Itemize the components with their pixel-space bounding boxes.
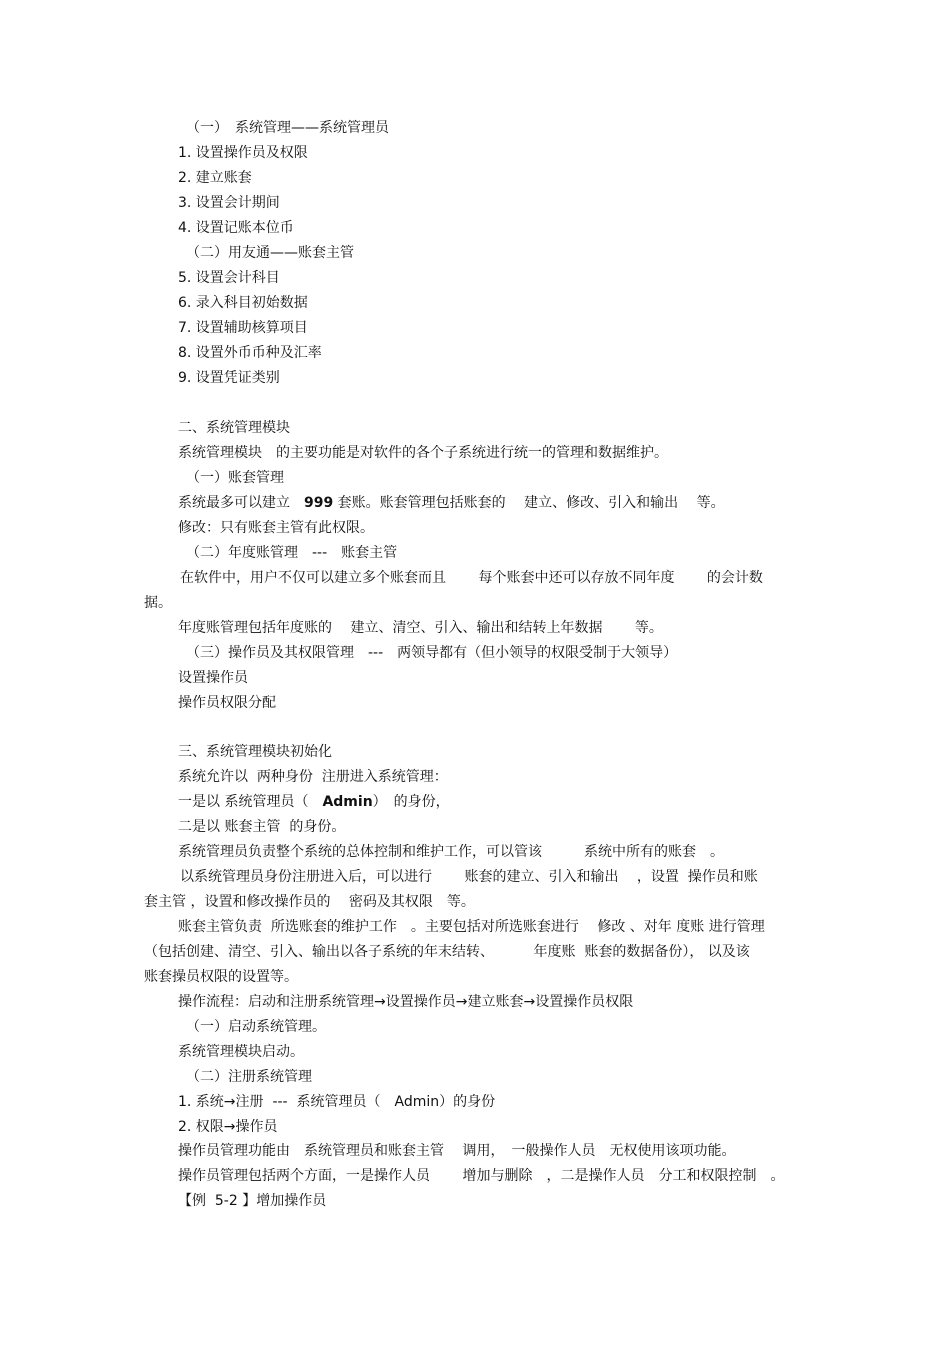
paragraph: 二是以 账套主管 的身份。 — [178, 819, 346, 835]
bold-admin: Admin — [322, 794, 373, 810]
paragraph: 在软件中，用户不仅可以建立多个账套而且 每个账套中还可以存放不同年度 的会计数 — [180, 570, 763, 586]
list-item: 8. 设置外币币种及汇率 — [178, 345, 322, 361]
text-span: ） 的身份， — [372, 794, 450, 810]
list-item: 6. 录入科目初始数据 — [178, 295, 308, 311]
paragraph: 设置操作员 — [178, 670, 248, 686]
list-item: 2. 权限→操作员 — [178, 1119, 278, 1135]
section1-subheading: （二）用友通——账套主管 — [186, 245, 354, 261]
paragraph: 操作员管理功能由 系统管理员和账套主管 调用， 一般操作人员 无权使用该项功能。 — [178, 1143, 736, 1159]
subheading: （二）注册系统管理 — [186, 1069, 312, 1085]
list-item: 7. 设置辅助核算项目 — [178, 320, 308, 336]
text-span: 系统最多可以建立 — [178, 495, 304, 511]
paragraph: 年度账管理包括年度账的 建立、清空、引入、输出和结转上年数据 等。 — [178, 620, 663, 636]
list-item: 4. 设置记账本位币 — [178, 220, 294, 236]
paragraph: 以系统管理员身份注册进入后，可以进行 账套的建立、引入和输出 ，设置 操作员和账 — [180, 869, 758, 885]
text-span: 一是以 系统管理员（ — [178, 794, 323, 810]
subheading: （三）操作员及其权限管理 --- 两领导都有（但小领导的权限受制于大领导） — [186, 645, 678, 661]
paragraph: 系统管理模块启动。 — [178, 1044, 304, 1060]
list-item: 3. 设置会计期间 — [178, 195, 280, 211]
section1-heading: （一） 系统管理——系统管理员 — [186, 120, 389, 136]
list-item: 2. 建立账套 — [178, 170, 252, 186]
list-item: 9. 设置凭证类别 — [178, 370, 280, 386]
paragraph — [178, 793, 450, 811]
paragraph-continuation: 据。 — [144, 595, 172, 611]
paragraph-continuation: （包括创建、清空、引入、输出以各子系统的年末结转、 年度账 账套的数据备份）， 以及该 — [144, 944, 750, 960]
text-span: 套账。账套管理包括账套的 建立、修改、引入和输出 等。 — [333, 495, 725, 511]
paragraph: 账套主管负责 所选账套的维护工作 。主要包括对所选账套进行 修改 、对年 度账 进行管理 — [178, 919, 765, 935]
subheading: （一）启动系统管理。 — [186, 1019, 326, 1035]
list-item: 5. 设置会计科目 — [178, 270, 280, 286]
bold-number: 999 — [304, 495, 334, 511]
paragraph-continuation: 套主管 ，设置和修改操作员的 密码及其权限 等。 — [144, 894, 475, 910]
paragraph: 系统允许以 两种身份 注册进入系统管理： — [178, 769, 448, 785]
subheading: （二）年度账管理 --- 账套主管 — [186, 545, 398, 561]
paragraph: 系统管理员负责整个系统的总体控制和维护工作，可以管该 系统中所有的账套 。 — [178, 844, 724, 860]
paragraph: 系统管理模块 的主要功能是对软件的各个子系统进行统一的管理和数据维护。 — [178, 445, 668, 461]
list-item: 1. 设置操作员及权限 — [178, 145, 308, 161]
example-heading: 【例 5-2 】增加操作员 — [178, 1193, 327, 1209]
paragraph-continuation: 账套操员权限的设置等。 — [144, 969, 298, 985]
section2-title: 二、系统管理模块 — [178, 420, 290, 436]
list-item: 1. 系统→注册 --- 系统管理员（ Admin）的身份 — [178, 1094, 496, 1110]
subheading: （一）账套管理 — [186, 470, 284, 486]
paragraph: 修改：只有账套主管有此权限。 — [178, 520, 374, 536]
paragraph — [178, 494, 725, 512]
paragraph: 操作流程：启动和注册系统管理→设置操作员→建立账套→设置操作员权限 — [178, 994, 634, 1010]
paragraph: 操作员权限分配 — [178, 695, 276, 711]
section3-title: 三、系统管理模块初始化 — [178, 744, 332, 760]
paragraph: 操作员管理包括两个方面，一是操作人员 增加与删除 ，二是操作人员 分工和权限控制 。 — [178, 1168, 785, 1184]
